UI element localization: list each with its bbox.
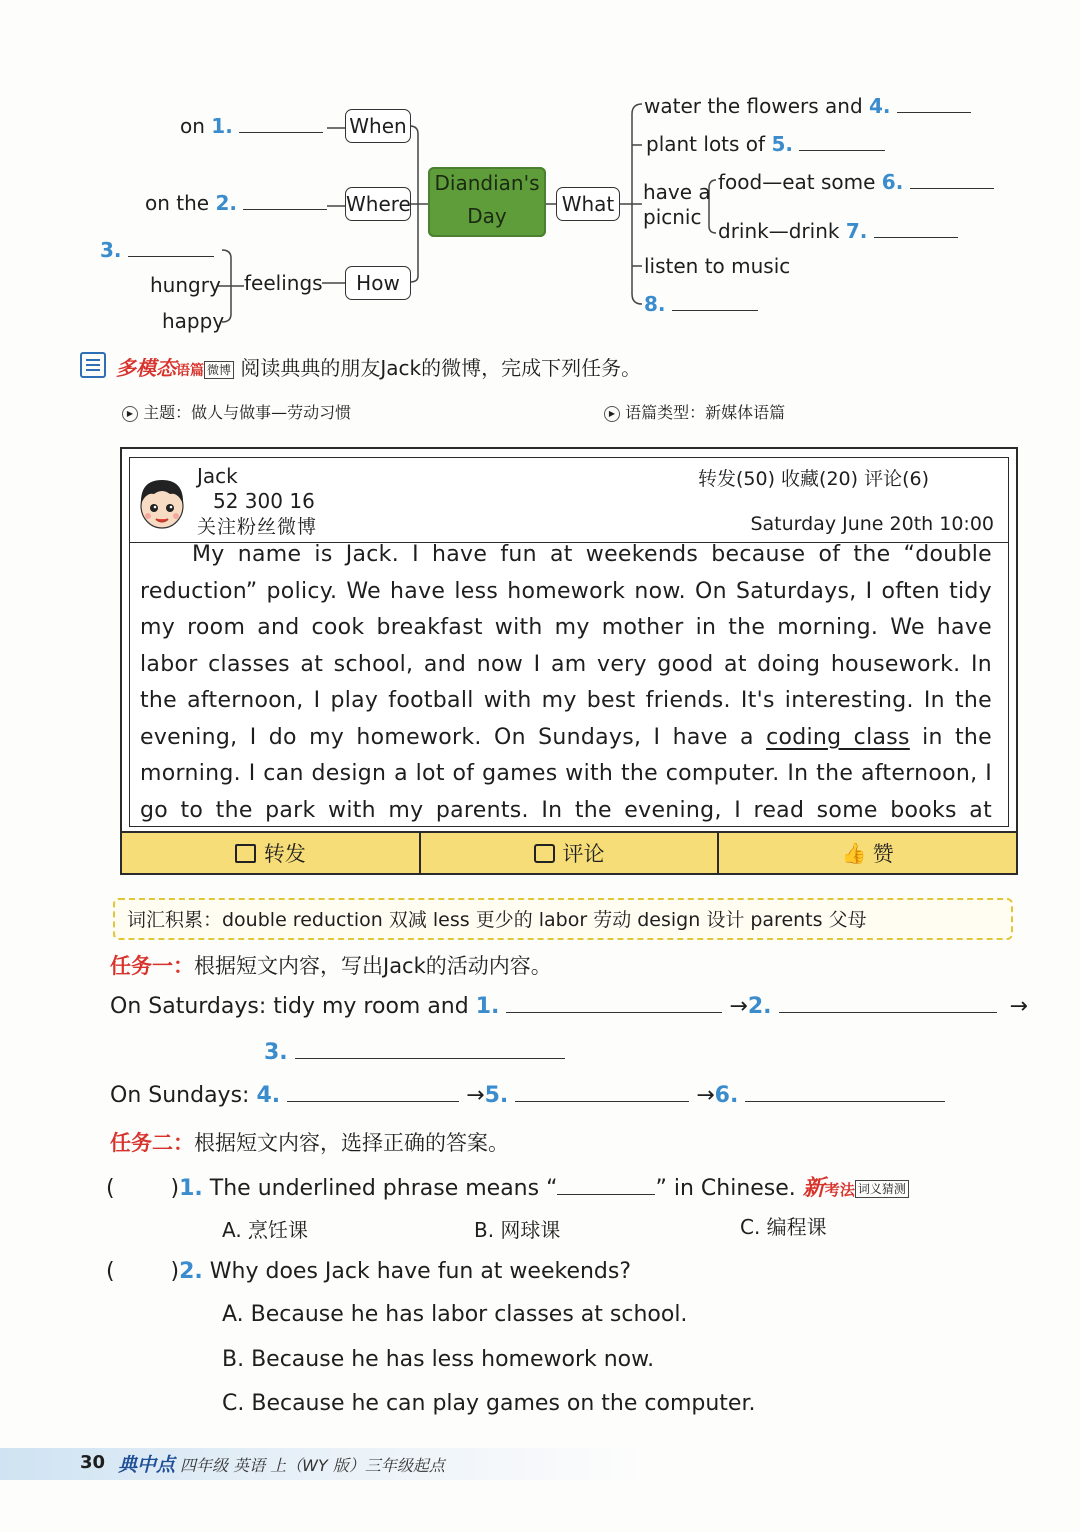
repost-button[interactable]: 转发 xyxy=(122,833,421,873)
answer-1[interactable] xyxy=(506,1012,722,1013)
genre-line: ▶ 语篇类型：新媒体语篇 xyxy=(604,400,785,423)
thumbs-up-icon: 👍 xyxy=(841,841,867,865)
comment-button[interactable]: 评论 xyxy=(421,833,720,873)
series-logo: 典中点 xyxy=(118,1454,176,1476)
post-body: My name is Jack. I have fun at weekends because of the “double reduction” policy. We have less homework now. On Saturdays, I often tidy my room and cook breakfast with my mother in the morning. We have labor classes at school, and now I am very good at doing housework. In the afternoon, I play football with my best friends. It's interesting. In the evening, I do my homework. On Sundays, I have a coding class in the morning. I can design a lot of games with the computer. In the afternoon, I go to the park with my parents. In the evening, I read some books at xyxy=(140,542,993,823)
play-icon: ▶ xyxy=(122,406,138,422)
blank-7[interactable] xyxy=(874,237,958,238)
blank-6[interactable] xyxy=(910,188,994,189)
mm-n3: 3. xyxy=(100,238,214,262)
box-what: What xyxy=(556,187,620,221)
center-line-2: Day xyxy=(467,204,507,228)
q1-option-c[interactable]: C. 编程课 xyxy=(740,1215,827,1239)
q1-option-a[interactable]: A. 烹饪课 xyxy=(222,1218,309,1242)
answer-6[interactable] xyxy=(745,1101,945,1102)
mm-water: water the flowers and 4. xyxy=(644,94,971,118)
mm-food: food—eat some 6. xyxy=(718,170,994,194)
section-3-icon xyxy=(80,352,106,378)
center-line-1: Diandian's xyxy=(434,171,540,195)
mm-on1: on 1. xyxy=(180,114,323,138)
center-node xyxy=(428,167,546,237)
task-1-row-3: 3. xyxy=(264,1040,565,1065)
section-instruction: 阅读典典的朋友Jack的微博，完成下列任务。 xyxy=(240,356,642,380)
avatar xyxy=(136,474,188,532)
answer-3[interactable] xyxy=(295,1058,565,1059)
q2-option-a[interactable]: A. Because he has labor classes at school. xyxy=(222,1302,688,1327)
footer-text: 四年级 英语 上（WY 版）三年级起点 xyxy=(180,1456,445,1475)
post-action-bar xyxy=(122,831,1016,873)
answer-paren-2[interactable]: ( ) xyxy=(106,1259,180,1284)
mm-have-a: have a xyxy=(643,180,711,204)
answer-4[interactable] xyxy=(287,1101,459,1102)
mm-hungry: hungry xyxy=(150,273,221,297)
blank-8[interactable] xyxy=(672,310,758,311)
user-stats-labels: 关注粉丝微博 xyxy=(197,516,318,538)
mm-feelings: feelings xyxy=(244,271,323,295)
like-button[interactable]: 👍 赞 xyxy=(841,841,894,866)
section-3-heading: 多模态语篇 微博 阅读典典的朋友Jack的微博，完成下列任务。 xyxy=(116,356,642,380)
answer-2[interactable] xyxy=(779,1012,997,1013)
post-time: Saturday June 20th 10:00 xyxy=(750,513,994,535)
blank-4[interactable] xyxy=(897,112,971,113)
mm-happy: happy xyxy=(162,309,225,333)
blank-1[interactable] xyxy=(239,132,323,133)
box-how: How xyxy=(345,266,411,300)
mm-plant: plant lots of 5. xyxy=(646,132,885,156)
page-number: 30 xyxy=(80,1452,106,1473)
box-where: Where xyxy=(345,187,411,221)
task-1-sunday-row: On Sundays: 4. →5. →6. xyxy=(110,1083,945,1108)
question-2: ( )2. Why does Jack have fun at weekends? xyxy=(106,1259,632,1284)
mm-on2: on the 2. xyxy=(145,191,327,215)
weibo-card xyxy=(120,447,1018,875)
q1-option-b[interactable]: B. 网球课 xyxy=(474,1218,561,1242)
blank-5[interactable] xyxy=(799,150,885,151)
answer-5[interactable] xyxy=(515,1101,689,1102)
user-name: Jack xyxy=(197,464,238,488)
badge-multimodal: 多模态 xyxy=(116,356,176,380)
mm-n8: 8. xyxy=(644,292,758,316)
q2-option-c[interactable]: C. Because he can play games on the computer. xyxy=(222,1391,756,1416)
mm-drink: drink—drink 7. xyxy=(718,219,958,243)
question-1: ( )1. The underlined phrase means “ ” in Chinese. 新考法 词义猜测 xyxy=(106,1171,909,1202)
answer-paren-1[interactable]: ( ) xyxy=(106,1176,180,1201)
user-stats: 52 300 16 xyxy=(213,489,315,513)
mm-picnic: picnic xyxy=(643,205,702,229)
vocabulary-box: 词汇积累：double reduction 双减 less 更少的 labor 劳动 design 设计 parents 父母 xyxy=(113,898,1013,940)
share-icon xyxy=(235,844,256,863)
underlined-phrase: coding class xyxy=(766,724,910,750)
task-1-title: 任务一：根据短文内容，写出Jack的活动内容。 xyxy=(110,954,552,978)
theme-line: ▶ 主题：做人与做事—劳动习惯 xyxy=(122,400,351,423)
blank-2[interactable] xyxy=(243,209,327,210)
play-icon: ▶ xyxy=(604,406,620,422)
task-2-title: 任务二：根据短文内容，选择正确的答案。 xyxy=(110,1131,509,1155)
post-actions-counts[interactable]: 转发(50) 收藏(20) 评论(6) xyxy=(698,468,929,490)
q1-blank[interactable] xyxy=(557,1194,655,1195)
q2-option-b[interactable]: B. Because he has less homework now. xyxy=(222,1347,655,1372)
mm-listen: listen to music xyxy=(644,254,791,278)
comment-icon xyxy=(534,844,555,863)
box-when: When xyxy=(345,109,411,143)
task-1-saturday-row: On Saturdays: tidy my room and 1. →2. → xyxy=(110,994,1028,1019)
blank-3[interactable] xyxy=(128,256,214,257)
